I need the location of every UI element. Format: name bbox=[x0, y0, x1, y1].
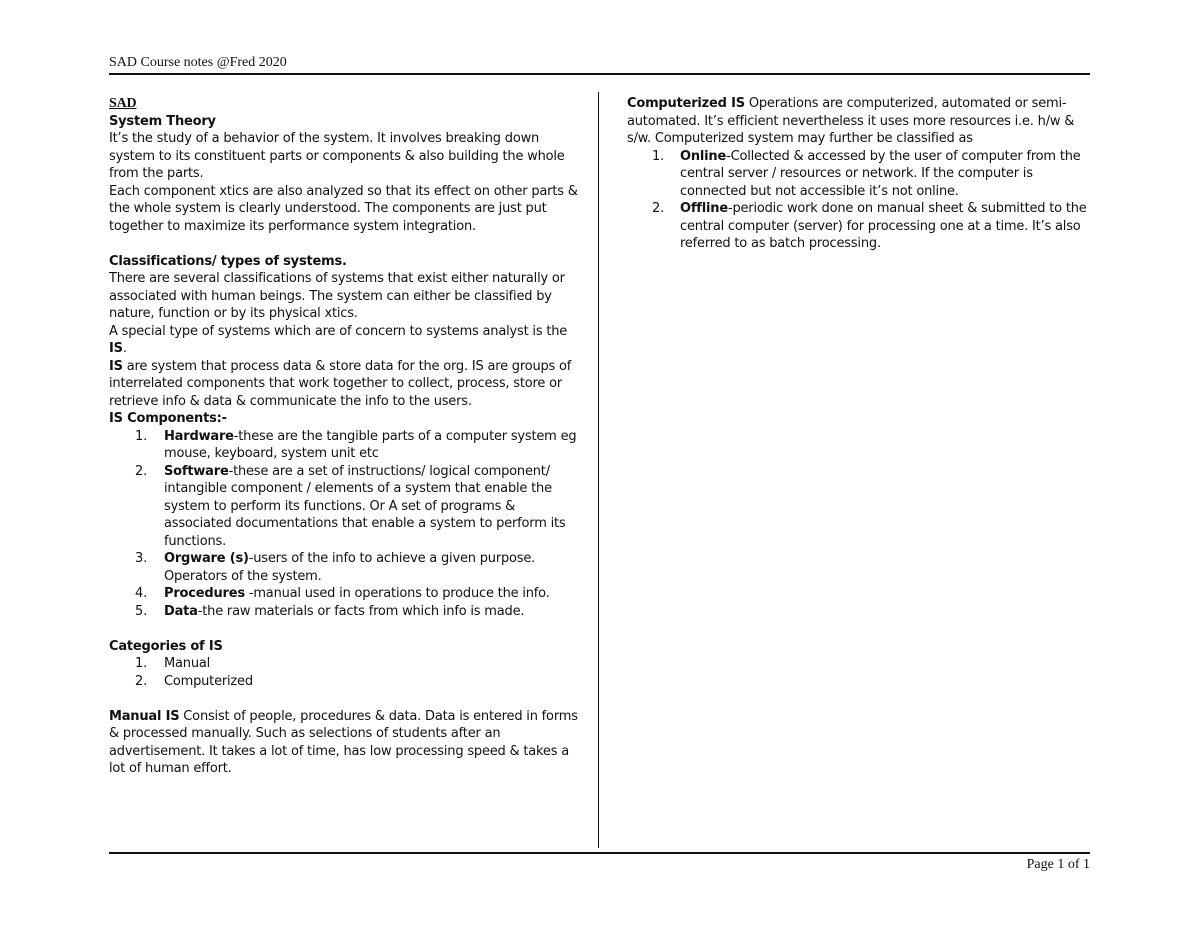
list-item: 3. Orgware (s)-users of the info to achieve a given purpose. Operators of the system. bbox=[135, 551, 536, 584]
document-title: SAD bbox=[109, 96, 137, 111]
list-item: 2. Computerized bbox=[135, 673, 253, 689]
classifications-paragraph-1: There are several classifications of systems that exist either naturally or associated with human beings. The system can either be classified by nature, function or by its physical xtics. bbox=[109, 271, 565, 321]
list-item: 1. Hardware-these are the tangible parts of a computer system eg mouse, keyboard, system unit etc bbox=[135, 428, 577, 461]
list-item: 2. Offline-periodic work done on manual sheet & submitted to the central computer (server) for processing one at a time. It’s also referred to as batch processing. bbox=[652, 201, 1087, 251]
header-rule bbox=[109, 73, 1090, 75]
page-number: Page 1 of 1 bbox=[1026, 857, 1090, 872]
is-components-list bbox=[109, 428, 579, 621]
categories-heading: Categories of IS bbox=[109, 638, 223, 654]
footer-rule bbox=[109, 852, 1090, 854]
list-item: 2. Software-these are a set of instructions/ logical component/ intangible component / elements of a system that enable the system to perform its functions. Or A set of programs & associated documentations that enable a system to perform its functions. bbox=[135, 463, 566, 549]
categories-list bbox=[109, 655, 579, 690]
computerized-is-paragraph: Computerized IS Operations are computerized, automated or semi-automated. It’s efficient nevertheless it uses more resources i.e. h/w & s/w. Computerized system may further be classified as bbox=[627, 96, 1075, 146]
classifications-heading: Classifications/ types of systems. bbox=[109, 253, 347, 269]
page-header: SAD Course notes @Fred 2020 bbox=[109, 55, 287, 70]
is-components-heading: IS Components:- bbox=[109, 411, 227, 426]
right-column bbox=[627, 95, 1093, 253]
column-divider bbox=[598, 92, 599, 848]
left-column bbox=[109, 95, 579, 778]
manual-is-paragraph: Manual IS Consist of people, procedures & data. Data is entered in forms & processed manually. Such as selections of students after an advertisement. It takes a lot of time, has low processing speed & takes a lot of human effort. bbox=[109, 708, 578, 776]
list-item: 1. Online-Collected & accessed by the user of computer from the central server / resources or network. If the computer is connected but not accessible it’s not online. bbox=[652, 148, 1081, 199]
computerized-modes-list bbox=[627, 148, 1093, 253]
list-item: 1. Manual bbox=[135, 656, 211, 671]
list-item: 4. Procedures -manual used in operations to produce the info. bbox=[135, 586, 550, 601]
system-theory-heading: System Theory bbox=[109, 113, 216, 129]
system-theory-paragraph-1: It’s the study of a behavior of the system. It involves breaking down system to its constituent parts or components & also building the whole from the parts. bbox=[109, 131, 565, 181]
list-item: 5. Data-the raw materials or facts from which info is made. bbox=[135, 603, 525, 619]
classifications-paragraph-2: A special type of systems which are of concern to systems analyst is the IS. bbox=[109, 323, 568, 356]
is-definition-paragraph: IS are system that process data & store data for the org. IS are groups of interrelated components that work together to collect, process, store or retrieve info & data & communicate the info to the users. bbox=[109, 358, 572, 409]
system-theory-paragraph-2: Each component xtics are also analyzed so that its effect on other parts & the whole system is clearly understood. The components are just put together to maximize its performance system integration. bbox=[109, 183, 578, 234]
